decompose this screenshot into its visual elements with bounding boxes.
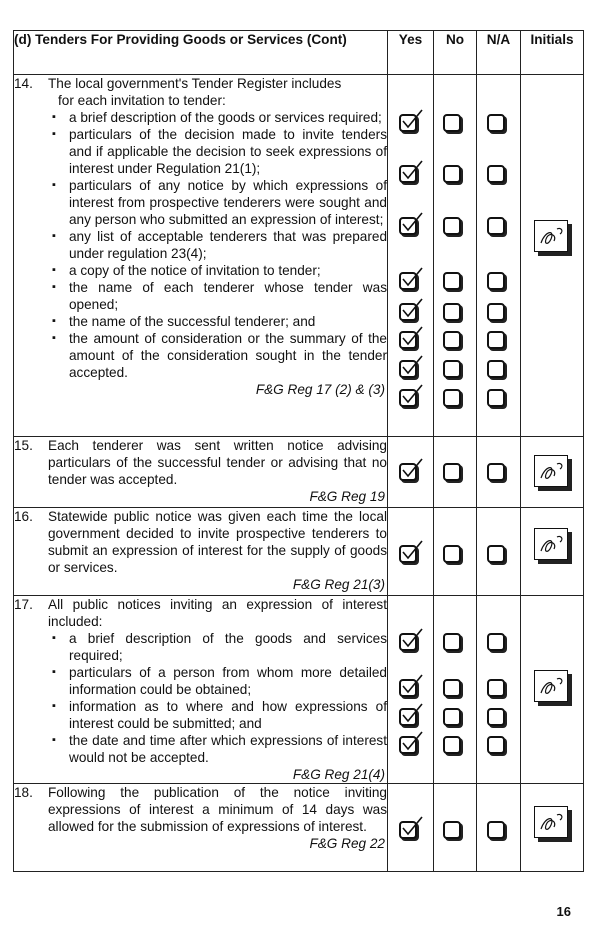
bullet-item: ▪ particulars of a person from whom more detailed information could be obtained;: [52, 664, 387, 698]
na-cell-15: [477, 437, 521, 508]
initials-cell-16: [521, 508, 584, 596]
checkbox-icon[interactable]: [443, 165, 461, 183]
checkbox-icon[interactable]: [443, 708, 461, 726]
initials-stamp-icon: [534, 220, 568, 252]
yes-cell-14: [388, 75, 434, 437]
checkbox-icon[interactable]: [399, 736, 417, 754]
handwritten-tick-icon: [400, 266, 424, 290]
item-intro-continued: for each invitation to tender:: [58, 93, 226, 108]
item-row-18: [14, 784, 584, 872]
checkbox-icon[interactable]: [487, 303, 505, 321]
checkbox-icon[interactable]: [487, 633, 505, 651]
checkbox-icon[interactable]: [399, 463, 417, 481]
na-cell-17: [477, 596, 521, 784]
checkbox-icon[interactable]: [443, 821, 461, 839]
bullet-item: ▪ the name of each tenderer whose tender was opened;: [52, 279, 387, 313]
no-cell-16: [434, 508, 477, 596]
page-number: 16: [556, 904, 571, 919]
checkbox-icon[interactable]: [487, 272, 505, 290]
item-question-15: [14, 437, 388, 508]
handwritten-tick-icon: [400, 354, 424, 378]
handwritten-tick-icon: [400, 325, 424, 349]
checkbox-icon[interactable]: [399, 272, 417, 290]
checkbox-icon[interactable]: [399, 303, 417, 321]
initials-stamp-icon: [534, 455, 568, 487]
checkbox-icon[interactable]: [443, 114, 461, 132]
checkbox-icon[interactable]: [399, 217, 417, 235]
header-row: [14, 31, 584, 75]
item-number: 14.: [14, 76, 33, 91]
bullet-item: ▪ a brief description of the goods or services required;: [52, 109, 387, 126]
item-question-17: [14, 596, 388, 784]
bullet-item: ▪ particulars of any notice by which expressions of interest from prospective tenderers were sought and any person who submitted an expression of interest;: [52, 177, 387, 228]
handwritten-tick-icon: [400, 383, 424, 407]
initials-cell-17: [521, 596, 584, 784]
item-text: Each tenderer was sent written notice advising particulars of the successful tender or advising that no tender was accepted.: [48, 438, 387, 487]
handwritten-tick-icon: [400, 815, 424, 839]
yes-cell-18: [388, 784, 434, 872]
initials-stamp-icon: [534, 528, 568, 560]
checkbox-icon[interactable]: [399, 821, 417, 839]
initials-cell-14: [521, 75, 584, 437]
no-cell-15: [434, 437, 477, 508]
regulation-reference: F&G Reg 21(3): [292, 577, 385, 592]
no-cell-14: [434, 75, 477, 437]
regulation-reference: F&G Reg 21(4): [292, 767, 385, 782]
regulation-reference: F&G Reg 22: [309, 836, 385, 851]
yes-cell-17: [388, 596, 434, 784]
no-column-header: No: [434, 31, 477, 75]
item-bullets: [14, 109, 387, 381]
yes-cell-16: [388, 508, 434, 596]
checkbox-icon[interactable]: [399, 360, 417, 378]
item-question-16: [14, 508, 388, 596]
checkbox-icon[interactable]: [399, 708, 417, 726]
checkbox-icon[interactable]: [443, 360, 461, 378]
item-number: 16.: [14, 509, 33, 524]
regulation-reference: F&G Reg 19: [309, 489, 385, 504]
checkbox-icon[interactable]: [443, 736, 461, 754]
initials-cell-18: [521, 784, 584, 872]
checkbox-icon[interactable]: [487, 679, 505, 697]
na-cell-14: [477, 75, 521, 437]
checkbox-icon[interactable]: [443, 331, 461, 349]
checkbox-icon[interactable]: [487, 463, 505, 481]
initials-cell-15: [521, 437, 584, 508]
bullet-item: ▪ a brief description of the goods and services required;: [52, 630, 387, 664]
checkbox-icon[interactable]: [487, 545, 505, 563]
checkbox-icon[interactable]: [487, 821, 505, 839]
bullet-item: ▪ the name of the successful tenderer; and: [52, 313, 387, 330]
initials-stamp-icon: [534, 670, 568, 702]
checkbox-icon[interactable]: [443, 679, 461, 697]
na-column-header: N/A: [477, 31, 521, 75]
checkbox-icon[interactable]: [443, 303, 461, 321]
handwritten-tick-icon: [400, 730, 424, 754]
checkbox-icon[interactable]: [487, 217, 505, 235]
checkbox-icon[interactable]: [487, 708, 505, 726]
item-intro: The local government's Tender Register includes: [48, 76, 342, 91]
item-question-18: [14, 784, 388, 872]
na-cell-16: [477, 508, 521, 596]
handwritten-tick-icon: [400, 702, 424, 726]
checkbox-icon[interactable]: [399, 331, 417, 349]
tender-checklist-table: [13, 30, 584, 872]
checkbox-icon[interactable]: [399, 679, 417, 697]
checkbox-icon[interactable]: [487, 389, 505, 407]
checkbox-icon[interactable]: [399, 114, 417, 132]
bullet-item: ▪ the date and time after which expressions of interest would not be accepted.: [52, 732, 387, 766]
checkbox-icon[interactable]: [443, 217, 461, 235]
handwritten-tick-icon: [400, 297, 424, 321]
checkbox-icon[interactable]: [399, 633, 417, 651]
handwritten-tick-icon: [400, 108, 424, 132]
item-row-15: [14, 437, 584, 508]
item-row-17: [14, 596, 584, 784]
item-number: 18.: [14, 785, 33, 800]
initials-stamp-icon: [534, 806, 568, 838]
checkbox-icon[interactable]: [443, 389, 461, 407]
item-row-16: [14, 508, 584, 596]
item-text: Following the publication of the notice inviting expressions of interest a minimum of 14 days was allowed for the submission of expressions of interest.: [48, 785, 387, 834]
item-bullets: [14, 630, 387, 766]
item-number: 15.: [14, 438, 33, 453]
initials-column-header: Initials: [521, 31, 584, 75]
checkbox-icon[interactable]: [443, 272, 461, 290]
bullet-item: ▪ any list of acceptable tenderers that was prepared under regulation 23(4);: [52, 228, 387, 262]
regulation-reference: F&G Reg 17 (2) & (3): [255, 382, 385, 397]
na-cell-18: [477, 784, 521, 872]
section-title: (d) Tenders For Providing Goods or Services (Cont): [14, 31, 388, 75]
no-cell-18: [434, 784, 477, 872]
checkbox-icon[interactable]: [399, 389, 417, 407]
checkbox-icon[interactable]: [487, 165, 505, 183]
no-cell-17: [434, 596, 477, 784]
bullet-item: ▪ a copy of the notice of invitation to tender;: [52, 262, 387, 279]
handwritten-tick-icon: [400, 673, 424, 697]
checkbox-icon[interactable]: [443, 545, 461, 563]
item-question-14: [14, 75, 388, 437]
bullet-item: ▪ the amount of consideration or the summary of the amount of the consideration sought in the tender accepted.: [52, 330, 387, 381]
yes-cell-15: [388, 437, 434, 508]
checkbox-icon[interactable]: [399, 545, 417, 563]
bullet-item: ▪ particulars of the decision made to invite tenders and if applicable the decision to seek expressions of interest under Regulation 21(1);: [52, 126, 387, 177]
handwritten-tick-icon: [400, 539, 424, 563]
item-text: Statewide public notice was given each time the local government decided to invite prospective tenderers to submit an expression of interest for the supply of goods or services.: [48, 509, 387, 575]
item-intro: All public notices inviting an expression of interest included:: [48, 597, 387, 629]
checkbox-icon[interactable]: [487, 114, 505, 132]
bullet-item: ▪ information as to where and how expressions of interest could be submitted; and: [52, 698, 387, 732]
handwritten-tick-icon: [400, 159, 424, 183]
item-number: 17.: [14, 597, 33, 612]
checkbox-icon[interactable]: [443, 463, 461, 481]
yes-column-header: Yes: [388, 31, 434, 75]
handwritten-tick-icon: [400, 457, 424, 481]
checkbox-icon[interactable]: [487, 360, 505, 378]
handwritten-tick-icon: [400, 627, 424, 651]
checkbox-icon[interactable]: [399, 165, 417, 183]
checkbox-icon[interactable]: [443, 633, 461, 651]
item-row-14: [14, 75, 584, 437]
checkbox-icon[interactable]: [487, 331, 505, 349]
handwritten-tick-icon: [400, 211, 424, 235]
checkbox-icon[interactable]: [487, 736, 505, 754]
